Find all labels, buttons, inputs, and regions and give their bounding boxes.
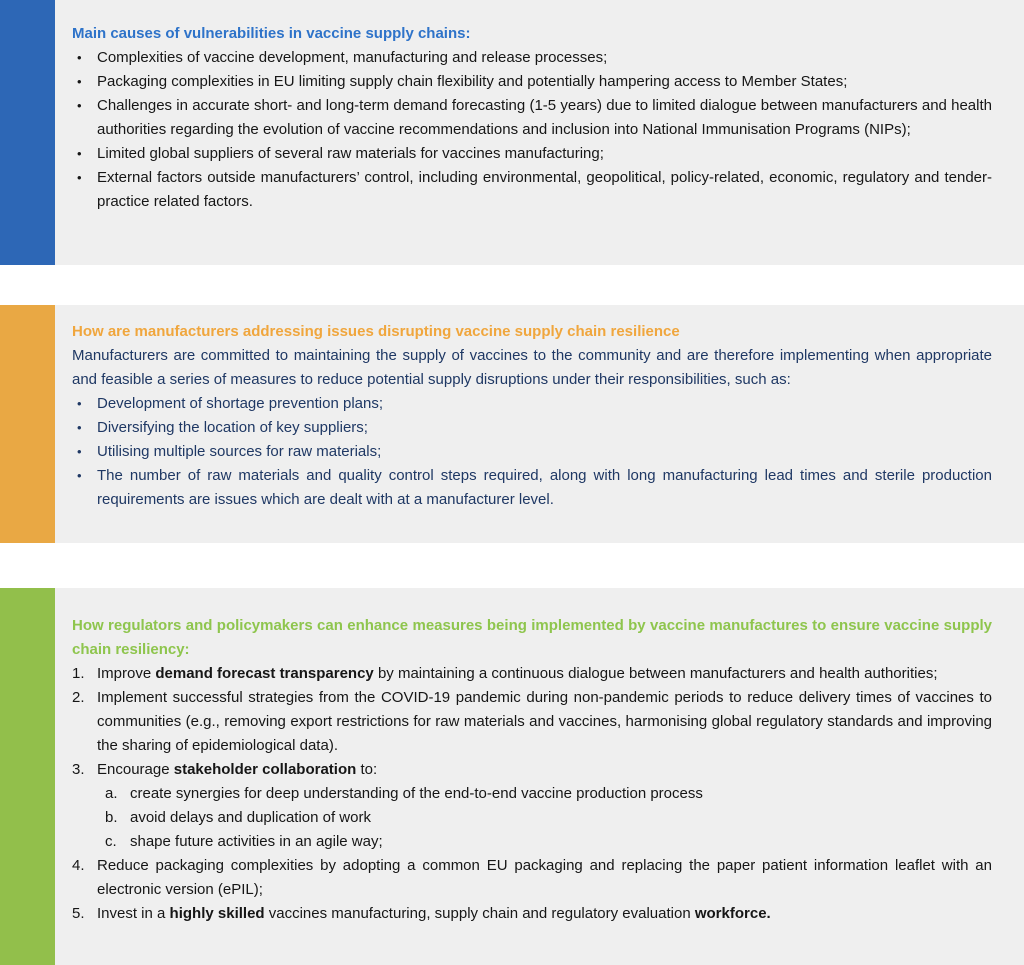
bullet-marker: • xyxy=(77,396,82,411)
list-item xyxy=(72,686,992,758)
list-item-text: create synergies for deep understanding of the end-to-end vaccine production process xyxy=(130,785,703,802)
section-content xyxy=(55,588,1024,965)
bullet-marker: • xyxy=(77,170,82,185)
numbered-list xyxy=(72,662,992,926)
bullet-marker: • xyxy=(77,468,82,483)
list-item xyxy=(72,142,992,166)
list-item xyxy=(72,94,992,142)
blue-accent-bar xyxy=(0,0,55,265)
list-number: 3. xyxy=(72,761,85,778)
list-item-text: Encourage stakeholder collaboration to: xyxy=(97,761,378,778)
section-content xyxy=(55,305,1024,543)
sub-list-item xyxy=(105,806,992,830)
bullet-marker: • xyxy=(77,74,82,89)
list-item xyxy=(72,70,992,94)
sub-list-item xyxy=(105,830,992,854)
list-number: 1. xyxy=(72,665,85,682)
list-item-text: Challenges in accurate short- and long-term demand forecasting (1-5 years) due to limited dialogue between manufacturers and health authorities regarding the evolution of vaccine recommendations and inclusion into National Immunisation Programs (NIPs); xyxy=(97,97,992,138)
list-item-text: Packaging complexities in EU limiting supply chain flexibility and potentially hampering access to Member States; xyxy=(97,73,848,90)
list-item-text: Improve demand forecast transparency by maintaining a continuous dialogue between manufacturers and health authorities; xyxy=(97,665,938,682)
list-number: 2. xyxy=(72,689,85,706)
list-item-text: Diversifying the location of key suppliers; xyxy=(97,419,368,436)
list-item-text: Implement successful strategies from the COVID-19 pandemic during non-pandemic periods to reduce delivery times of vaccines to communities (e.g., removing export restrictions for raw materials and vaccines, harmonising global regulatory standards and improving the sharing of epidemiological data). xyxy=(97,689,992,754)
list-item xyxy=(72,416,992,440)
list-number: a. xyxy=(105,785,118,802)
list-item-text: Limited global suppliers of several raw materials for vaccines manufacturing; xyxy=(97,145,604,162)
section-gap xyxy=(0,265,1024,305)
bullet-list xyxy=(72,46,992,214)
list-item-text: External factors outside manufacturers’ control, including environmental, geopolitical, policy-related, economic, regulatory and tender-practice related factors. xyxy=(97,169,992,210)
list-item xyxy=(72,46,992,70)
section-heading: Main causes of vulnerabilities in vaccine supply chains: xyxy=(72,25,471,42)
bullet-list xyxy=(72,392,992,512)
bullet-marker: • xyxy=(77,420,82,435)
list-item xyxy=(72,662,992,686)
bullet-marker: • xyxy=(77,444,82,459)
green-accent-bar xyxy=(0,588,55,965)
list-item-text: avoid delays and duplication of work xyxy=(130,809,371,826)
list-item xyxy=(72,440,992,464)
list-item-text: Development of shortage prevention plans; xyxy=(97,395,384,412)
section-heading: How are manufacturers addressing issues disrupting vaccine supply chain resilience xyxy=(72,323,680,340)
section-manufacturers-measures xyxy=(0,305,1024,543)
sub-list-item xyxy=(105,782,992,806)
list-item xyxy=(72,166,992,214)
list-item xyxy=(72,758,992,782)
list-item-text: shape future activities in an agile way; xyxy=(130,833,383,850)
list-item-text: The number of raw materials and quality control steps required, along with long manufacturing lead times and sterile production requirements are issues which are dealt with at a manufacturer level. xyxy=(97,467,992,508)
list-number: 4. xyxy=(72,857,85,874)
section-heading: How regulators and policymakers can enhance measures being implemented by vaccine manufactures to ensure vaccine supply chain resiliency: xyxy=(72,617,992,658)
list-item xyxy=(72,464,992,512)
list-item xyxy=(72,902,992,926)
list-number: b. xyxy=(105,809,118,826)
bullet-marker: • xyxy=(77,50,82,65)
bullet-marker: • xyxy=(77,146,82,161)
section-regulators-policymakers xyxy=(0,588,1024,965)
section-intro: Manufacturers are committed to maintaining the supply of vaccines to the community and are therefore implementing when appropriate and feasible a series of measures to reduce potential supply disruptions under their responsibilities, such as: xyxy=(72,347,992,388)
list-item-text: Reduce packaging complexities by adopting a common EU packaging and replacing the paper patient information leaflet with an electronic version (ePIL); xyxy=(97,857,992,898)
list-item xyxy=(72,392,992,416)
section-main-causes xyxy=(0,0,1024,265)
list-item-text: Complexities of vaccine development, manufacturing and release processes; xyxy=(97,49,608,66)
list-item-text: Invest in a highly skilled vaccines manufacturing, supply chain and regulatory evaluation workforce. xyxy=(97,905,771,922)
list-number: c. xyxy=(105,833,117,850)
list-item xyxy=(72,854,992,902)
list-number: 5. xyxy=(72,905,85,922)
section-content xyxy=(55,0,1024,265)
orange-accent-bar xyxy=(0,305,55,543)
list-item-text: Utilising multiple sources for raw materials; xyxy=(97,443,382,460)
section-gap xyxy=(0,543,1024,588)
bullet-marker: • xyxy=(77,98,82,113)
